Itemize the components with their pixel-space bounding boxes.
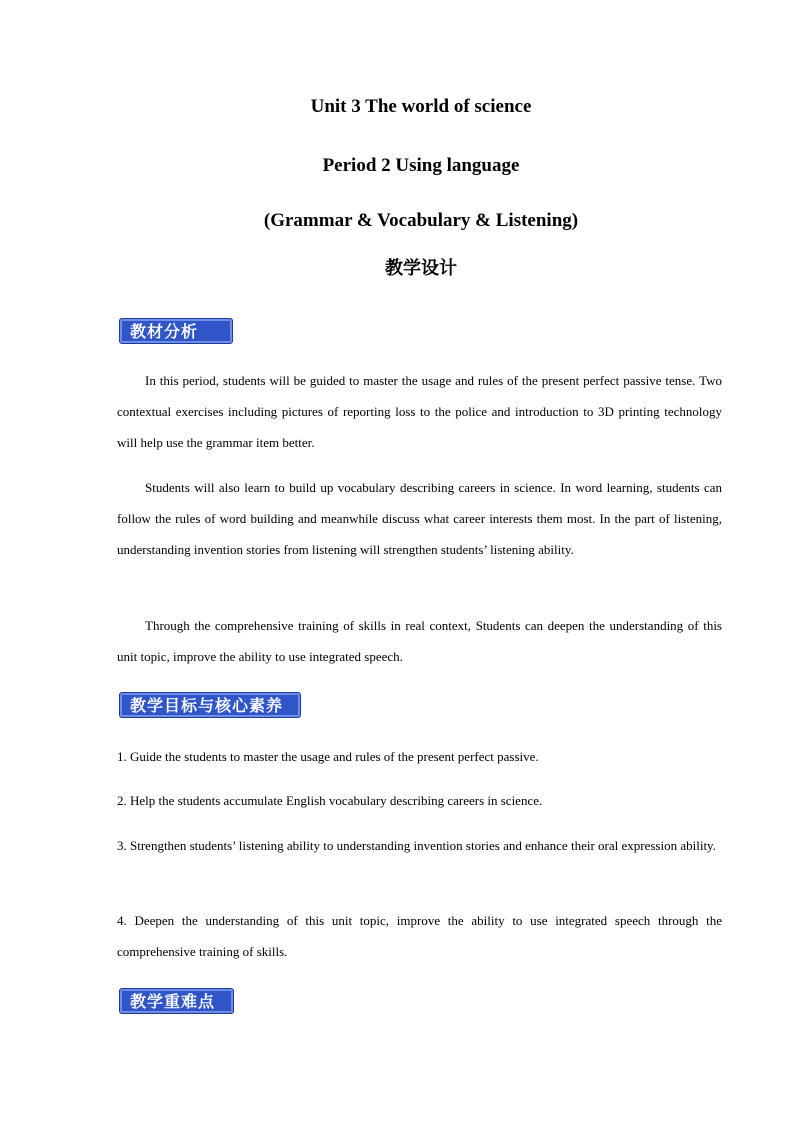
subtitle-skills: (Grammar & Vocabulary & Listening) [263, 210, 579, 231]
section-heading-key-difficulties: 教学重难点 [119, 988, 234, 1014]
period-title: Period 2 Using language [322, 155, 520, 176]
objective-item-4: 4. Deepen the understanding of this unit topic, improve the ability to use integrated speech through the comprehensive training of skills. [117, 913, 722, 959]
objective-item-3: 3. Strengthen students’ listening ability to understanding invention stories and enhance their oral expression ability. [117, 838, 716, 853]
subtitle-teaching-design: 教学设计 [385, 258, 457, 279]
objective-item-1: 1. Guide the students to master the usage and rules of the present perfect passive. [117, 749, 539, 764]
section-heading-objectives: 教学目标与核心素养 [119, 692, 301, 718]
analysis-paragraph-1: In this period, students will be guided to master the usage and rules of the present perfect passive tense. Two contextual exercises including pictures of reporting loss to the police and introduction to 3D printing technology will help use the grammar item better. [117, 373, 722, 450]
analysis-paragraph-2: Students will also learn to build up vocabulary describing careers in science. In word learning, students can follow the rules of word building and meanwhile discuss what career interests them most. In the part of listening, understanding invention stories from listening will strengthen students’ listening ability. [117, 480, 722, 557]
analysis-paragraph-3: Through the comprehensive training of skills in real context, Students can deepen the understanding of this unit topic, improve the ability to use integrated speech. [117, 618, 722, 664]
objective-item-2: 2. Help the students accumulate English vocabulary describing careers in science. [117, 793, 543, 808]
unit-title: Unit 3 The world of science [310, 96, 532, 117]
section-heading-textbook-analysis: 教材分析 [119, 318, 233, 344]
